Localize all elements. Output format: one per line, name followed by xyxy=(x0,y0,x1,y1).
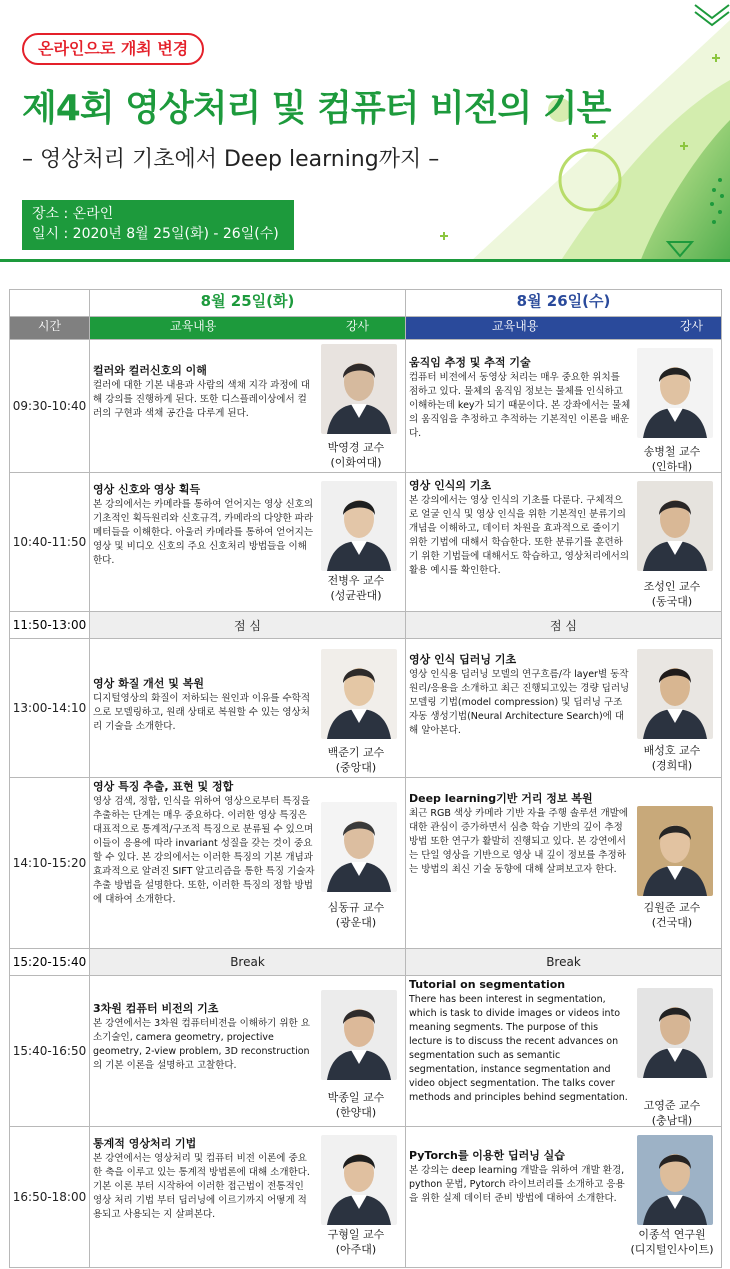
time-slot: 09:30-10:40 xyxy=(10,340,90,473)
time-slot: 11:50-13:00 xyxy=(10,612,90,639)
session-title: Deep learning기반 거리 정보 복원 xyxy=(409,792,593,805)
break-cell: Break xyxy=(90,949,406,976)
lecturer-info xyxy=(627,900,717,930)
session-title: 움직임 추정 및 추적 기술 xyxy=(409,356,531,369)
lecturer-name: 배성호 교수 xyxy=(643,744,701,757)
session-description xyxy=(93,677,315,734)
lecturer-info xyxy=(627,1227,717,1257)
session-description xyxy=(93,1137,315,1222)
lecturer-portrait-image xyxy=(321,344,397,434)
day2-session xyxy=(406,473,722,612)
break-cell: Break xyxy=(406,949,722,976)
lecturer-photo xyxy=(637,481,713,571)
session-title: 영상 신호와 영상 획득 xyxy=(93,483,201,496)
lecturer-affiliation: (광운대) xyxy=(335,916,377,929)
session-title: 통계적 영상처리 기법 xyxy=(93,1137,197,1150)
session-title: 컬러와 컬러신호의 이해 xyxy=(93,364,207,377)
content-header: 교육내용 xyxy=(170,319,217,333)
header-banner xyxy=(0,0,730,262)
table-row xyxy=(10,1127,722,1268)
session-description xyxy=(409,978,631,1105)
time-slot: 10:40-11:50 xyxy=(10,473,90,612)
schedule-table xyxy=(9,289,722,1268)
session-body: 영상 인식용 딥러닝 모델의 연구흐름/각 layer별 동작원리/응용을 소개하고 최근 진행되고있는 경량 딥러닝 모델링 기법(model compression) 및 딥러닝 구조 자동 생성기법(Neural Architecture Search)에 대해 알아본다. xyxy=(409,669,630,736)
corner-cell xyxy=(10,290,90,317)
table-row xyxy=(10,949,722,976)
lecturer-portrait-image xyxy=(321,649,397,739)
session-title: PyTorch를 이용한 딥러닝 실습 xyxy=(409,1149,565,1162)
session-description xyxy=(93,364,315,421)
lecturer-info xyxy=(311,745,401,775)
lecturer-affiliation: (중앙대) xyxy=(335,761,377,774)
event-date: 일시 : 2020년 8월 25일(화) - 26일(수) xyxy=(32,226,279,242)
session-description xyxy=(409,792,631,877)
lecturer-name: 고영준 교수 xyxy=(643,1099,701,1112)
session-description xyxy=(93,483,315,568)
lecturer-portrait-image xyxy=(637,481,713,571)
session-body: 디지털영상의 화질이 저하되는 원인과 이유를 수학적으로 모델링하고, 원래 상태로 복원할 수 있는 영상처리 기술을 소개한다. xyxy=(93,693,310,732)
lecturer-name: 박영경 교수 xyxy=(327,441,385,454)
session-title: Tutorial on segmentation xyxy=(409,978,566,991)
event-info-box xyxy=(22,200,294,250)
lecturer-info xyxy=(311,900,401,930)
table-row xyxy=(10,612,722,639)
session-body: 본 강연에서는 3차원 컴퓨터비전을 이해하기 위한 요소기술인, camera geometry, projective geometry, 2-view problem, 3D reconstruction의 기본 이론을 설명하고 고찰한다. xyxy=(93,1018,310,1071)
session-title: 영상 인식 딥러닝 기초 xyxy=(409,653,517,666)
session-body: 본 강의에서는 카메라를 통하여 얻어지는 영상 신호의 기초적인 획득원리와 신호규격, 카메라의 다양한 파라메터들을 이해한다. 아울러 카메라를 통하여 얻어지는 영상 및 비디오 신호의 주요 신호처리 방법들을 이해한다. xyxy=(93,499,314,566)
time-slot: 15:40-16:50 xyxy=(10,976,90,1127)
day1-session xyxy=(90,473,406,612)
break-cell: 점 심 xyxy=(90,612,406,639)
session-body: 본 강연에서는 영상처리 및 컴퓨터 비전 이론에 중요한 축을 이루고 있는 통계적 방법론에 대해 소개한다. 기본 이론 부터 시작하여 이러한 접근법이 전통적인 영상 처리 기법 부터 딥러닝에 이르기까지 어떻게 적용되고 사용되는 지 살펴본다. xyxy=(93,1153,310,1220)
time-slot: 15:20-15:40 xyxy=(10,949,90,976)
break-cell: 점 심 xyxy=(406,612,722,639)
lecturer-name: 송병철 교수 xyxy=(643,445,701,458)
table-row xyxy=(10,639,722,778)
lecturer-portrait-image xyxy=(321,802,397,892)
lecturer-photo xyxy=(637,649,713,739)
lecturer-photo xyxy=(321,990,397,1080)
day1-session xyxy=(90,639,406,778)
event-place: 장소 : 온라인 xyxy=(32,206,114,222)
session-title: 영상 특징 추출, 표현 및 정합 xyxy=(93,780,234,793)
day2-column-header xyxy=(406,317,722,340)
table-row xyxy=(10,473,722,612)
page-subtitle: – 영상처리 기초에서 Deep learning까지 – xyxy=(22,147,440,172)
time-slot: 14:10-15:20 xyxy=(10,778,90,949)
lecturer-info xyxy=(311,573,401,603)
lecturer-portrait-image xyxy=(321,481,397,571)
lecturer-name: 심동규 교수 xyxy=(327,901,385,914)
status-badge: 온라인으로 개최 변경 xyxy=(22,33,204,65)
lecturer-photo xyxy=(637,806,713,896)
session-body: 영상 검색, 정합, 인식을 위하여 영상으로부터 특징을 추출하는 단계는 매우 중요하다. 이러한 영상 특징은 대표적으로 통계적/구조적 특징으로 분류될 수 있으며 이들이 응용에 따라 invariant 성질을 갖는 것이 중요할 수 있다. 본 강의에서는 이러한 특징의 기본 개념과 효과적으로 알려진 SIFT 알고리즘을 통한 특징 기술자 추출 방법을 설명한다. 또한, 이러한 특징의 정합 방법에 대하여 소개한다. xyxy=(93,796,315,905)
day2-session xyxy=(406,976,722,1127)
lecturer-info xyxy=(627,743,717,773)
lecturer-photo xyxy=(321,344,397,434)
lecturer-portrait-image xyxy=(637,1135,713,1225)
lecturer-info xyxy=(627,579,717,609)
lecturer-affiliation: (디지털인사이트) xyxy=(630,1243,714,1256)
page-title: 제4회 영상처리 및 컴퓨터 비전의 기본 xyxy=(22,88,611,129)
session-body: There has been interest in segmentation, which is task to divide images or videos into meaning segments. The purpose of this lecture is to discuss the recent advances on segmentation such as semantic segmentation, instance segmentation and video object segmentation. The talks cover methods and principles behind segmentation. xyxy=(409,994,628,1103)
day2-session xyxy=(406,639,722,778)
session-description xyxy=(93,780,315,907)
lecturer-affiliation: (경희대) xyxy=(651,759,693,772)
day2-session xyxy=(406,1127,722,1268)
lecturer-name: 박종일 교수 xyxy=(327,1091,385,1104)
session-body: 컬러에 대한 기본 내용과 사람의 색채 지각 과정에 대해 강의를 진행하게 된다. 또한 디스플레이상에서 컬러의 구현과 색채 공간을 다루게 된다. xyxy=(93,380,310,419)
lecturer-name: 구형일 교수 xyxy=(327,1228,385,1241)
day1-column-header xyxy=(90,317,406,340)
lecturer-affiliation: (인하대) xyxy=(651,460,693,473)
day2-session xyxy=(406,340,722,473)
lecturer-name: 전병우 교수 xyxy=(327,574,385,587)
lecturer-info xyxy=(311,1090,401,1120)
divider xyxy=(0,259,730,262)
lecturer-portrait-image xyxy=(637,806,713,896)
lecturer-header: 강사 xyxy=(345,319,369,333)
day2-header: 8월 26일(수) xyxy=(406,290,722,317)
lecturer-name: 김원준 교수 xyxy=(643,901,701,914)
time-slot: 13:00-14:10 xyxy=(10,639,90,778)
session-body: 컴퓨터 비전에서 동영상 처리는 매우 중요한 위치를 점하고 있다. 물체의 움직임 정보는 물체를 인식하고 이해하는데 key가 되기 때문이다. 본 강좌에서는 물체의 움직임을 추정하고 추적하는 기본적인 이론을 배운다. xyxy=(409,372,631,439)
lecturer-affiliation: (충남대) xyxy=(651,1114,693,1127)
lecturer-info xyxy=(627,444,717,474)
lecturer-info xyxy=(311,440,401,470)
table-row xyxy=(10,778,722,949)
lecturer-affiliation: (한양대) xyxy=(335,1106,377,1119)
lecturer-photo xyxy=(321,481,397,571)
lecturer-photo xyxy=(321,802,397,892)
lecturer-photo xyxy=(637,988,713,1078)
day1-session xyxy=(90,976,406,1127)
session-title: 영상 인식의 기초 xyxy=(409,479,492,492)
lecturer-affiliation: (동국대) xyxy=(651,595,693,608)
session-description xyxy=(409,653,631,738)
time-slot: 16:50-18:00 xyxy=(10,1127,90,1268)
day2-session xyxy=(406,778,722,949)
lecturer-name: 조성인 교수 xyxy=(643,580,701,593)
day1-session xyxy=(90,340,406,473)
lecturer-name: 백준기 교수 xyxy=(327,746,385,759)
table-row xyxy=(10,976,722,1127)
lecturer-portrait-image xyxy=(321,990,397,1080)
day1-header: 8월 25일(화) xyxy=(90,290,406,317)
lecturer-portrait-image xyxy=(321,1135,397,1225)
lecturer-photo xyxy=(321,1135,397,1225)
session-body: 본 강의에서는 영상 인식의 기초를 다룬다. 구체적으로 얼굴 인식 및 영상 인식을 위한 기본적인 분류기의 개념을 이해하고, 데이터 차원을 효과적으로 줄이기 위한 기법에 대해서 학습한다. 또한 분류기를 훈련하기 위한 기법들에 대해서도 학습하고, 영상처리에서의 활용 예시를 확인한다. xyxy=(409,495,630,576)
lecturer-header: 강사 xyxy=(679,319,703,333)
lecturer-portrait-image xyxy=(637,988,713,1078)
session-description xyxy=(93,1002,315,1073)
lecturer-affiliation: (아주대) xyxy=(335,1243,377,1256)
lecturer-affiliation: (성균관대) xyxy=(330,589,382,602)
lecturer-info xyxy=(311,1227,401,1257)
lecturer-info xyxy=(627,1098,717,1128)
lecturer-portrait-image xyxy=(637,348,713,438)
table-row xyxy=(10,340,722,473)
session-body: 본 강의는 deep learning 개발을 위하여 개발 환경, python 문법, Pytorch 라이브러리를 소개하고 응용을 위한 실제 데이터 준비 방법에 대하여 소개한다. xyxy=(409,1165,625,1204)
session-description xyxy=(409,479,631,578)
lecturer-photo xyxy=(637,348,713,438)
lecturer-name: 이종석 연구원 xyxy=(638,1228,706,1241)
day1-session xyxy=(90,1127,406,1268)
session-body: 최근 RGB 색상 카메라 기반 자율 주행 솔루션 개발에 대한 관심이 증가하면서 심층 학습 기반의 깊이 추정 방법 또한 연구가 활발히 진행되고 있다. 본 강연에서는 단일 영상을 기반으로 영상 내 깊이 정보를 추정하는 방법의 최신 기술 동향에 대해 살펴보고자 한다. xyxy=(409,808,629,875)
content-header: 교육내용 xyxy=(492,319,539,333)
day1-session xyxy=(90,778,406,949)
lecturer-affiliation: (건국대) xyxy=(651,916,693,929)
session-description xyxy=(409,356,631,441)
time-column-header: 시간 xyxy=(10,317,90,340)
session-description xyxy=(409,1149,631,1206)
lecturer-photo xyxy=(637,1135,713,1225)
session-title: 3차원 컴퓨터 비전의 기초 xyxy=(93,1002,219,1015)
lecturer-affiliation: (이화여대) xyxy=(330,456,382,469)
lecturer-photo xyxy=(321,649,397,739)
session-title: 영상 화질 개선 및 복원 xyxy=(93,677,204,690)
lecturer-portrait-image xyxy=(637,649,713,739)
